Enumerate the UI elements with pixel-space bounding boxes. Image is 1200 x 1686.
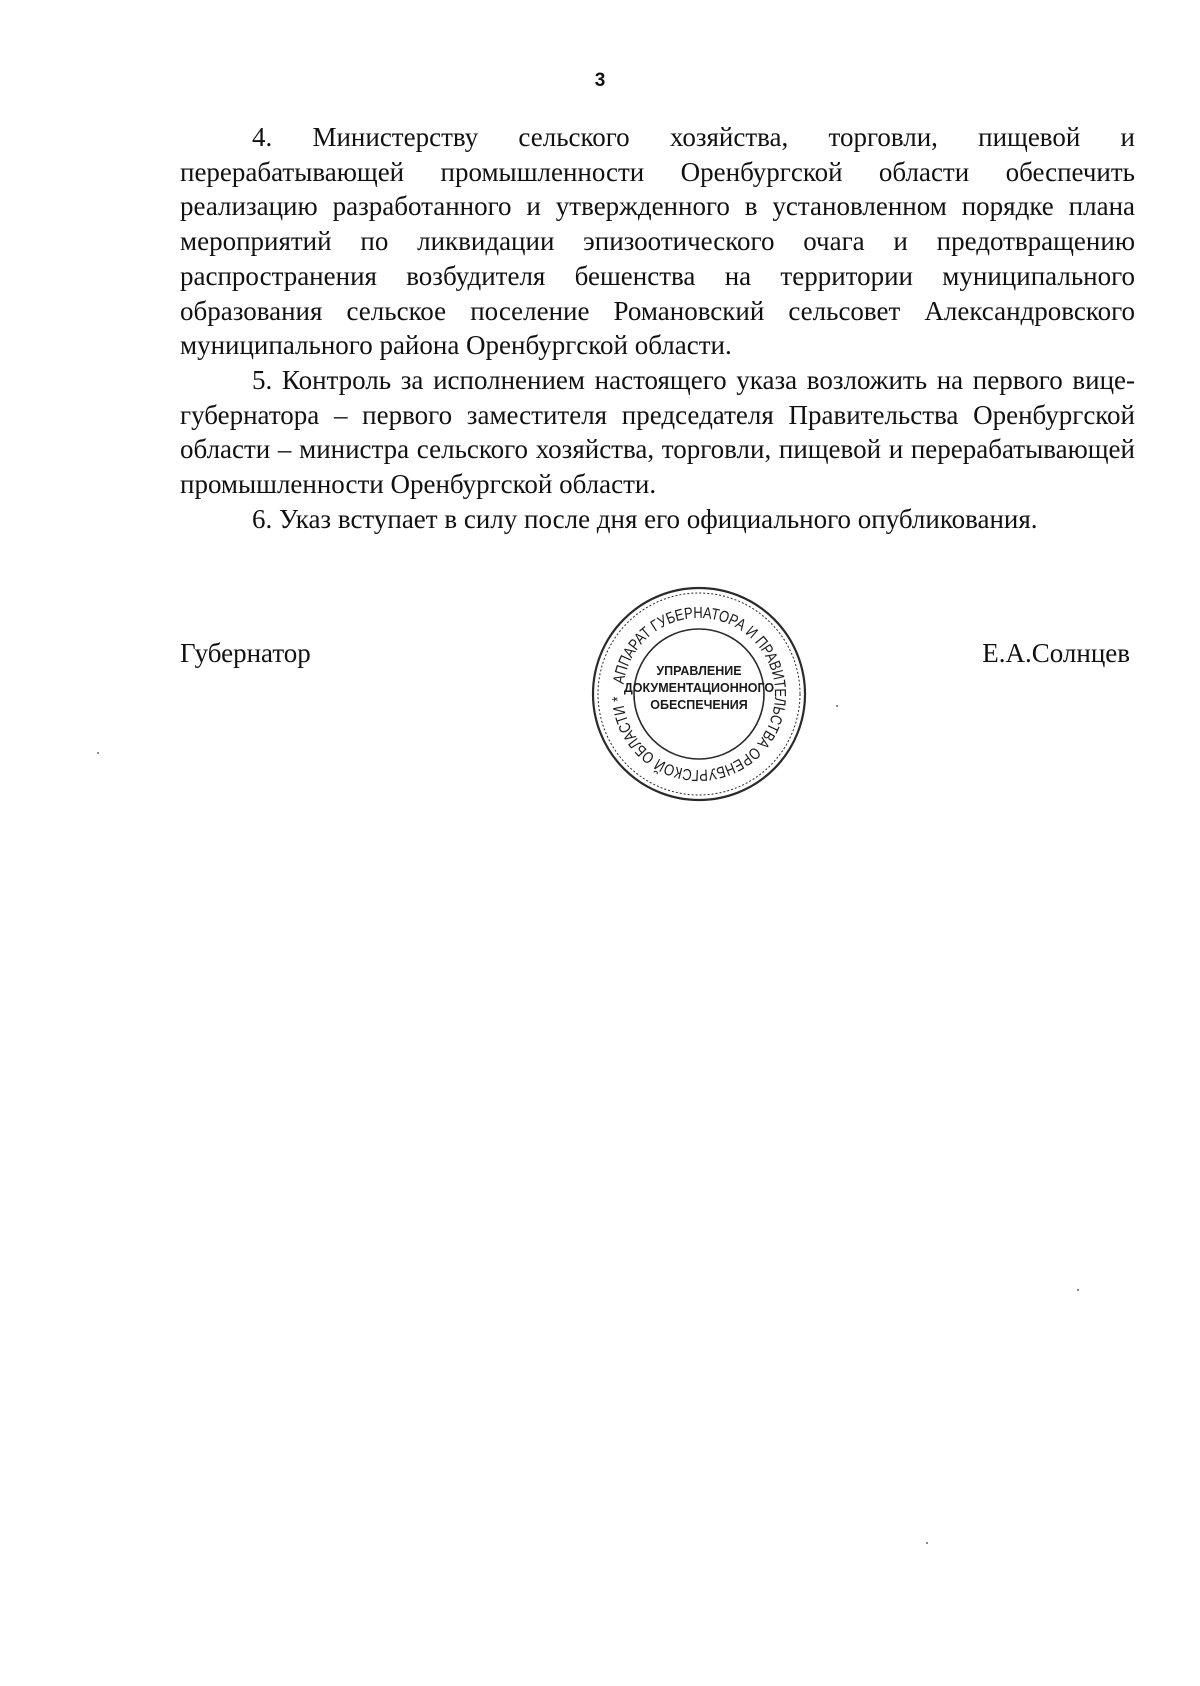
official-seal (588, 583, 810, 805)
seal-center-line-2: ДОКУМЕНТАЦИОННОГО (623, 681, 775, 695)
page-number: 3 (594, 70, 606, 91)
paragraph-5: 5. Контроль за исполнением настоящего указа возложить на первого вице-губернатора – первого заместителя председателя Правительства Оренбургской области – министра сельского хозяйства, торговли, пищевой и перерабатывающей промышленности Оренбургской области. (180, 364, 1135, 500)
seal-center-line-3: ОБЕСПЕЧЕНИЯ (650, 698, 748, 712)
document-body (180, 120, 1135, 536)
seal-center-text (588, 663, 810, 714)
scan-speck (1077, 1289, 1079, 1291)
seal-ring-text: АППАРАТ ГУБЕРНАТОРА И ПРАВИТЕЛЬСТВА ОРЕНБУРГСКОЙ ОБЛАСТИ * (609, 604, 789, 784)
paragraph-6: 6. Указ вступает в силу после дня его официального опубликования. (252, 503, 1038, 534)
scan-speck (926, 1542, 928, 1544)
seal-center-line-1: УПРАВЛЕНИЕ (656, 664, 742, 678)
signatory-position: Губернатор (180, 638, 311, 668)
scan-speck (97, 752, 99, 754)
signatory-name: Е.А.Солнцев (982, 638, 1130, 668)
scan-speck (836, 705, 838, 707)
paragraph-4: 4. Министерству сельского хозяйства, торговли, пищевой и перерабатывающей промышленности Оренбургской области обеспечить реализацию разработанного и утвержденного в установленном порядке плана мероприятий по ликвидации эпизоотического очага и предотвращению распространения возбудителя бешенства на территории муниципального образования сельское поселение Романовский сельсовет Александровского муниципального района Оренбургской области. (180, 122, 1135, 361)
